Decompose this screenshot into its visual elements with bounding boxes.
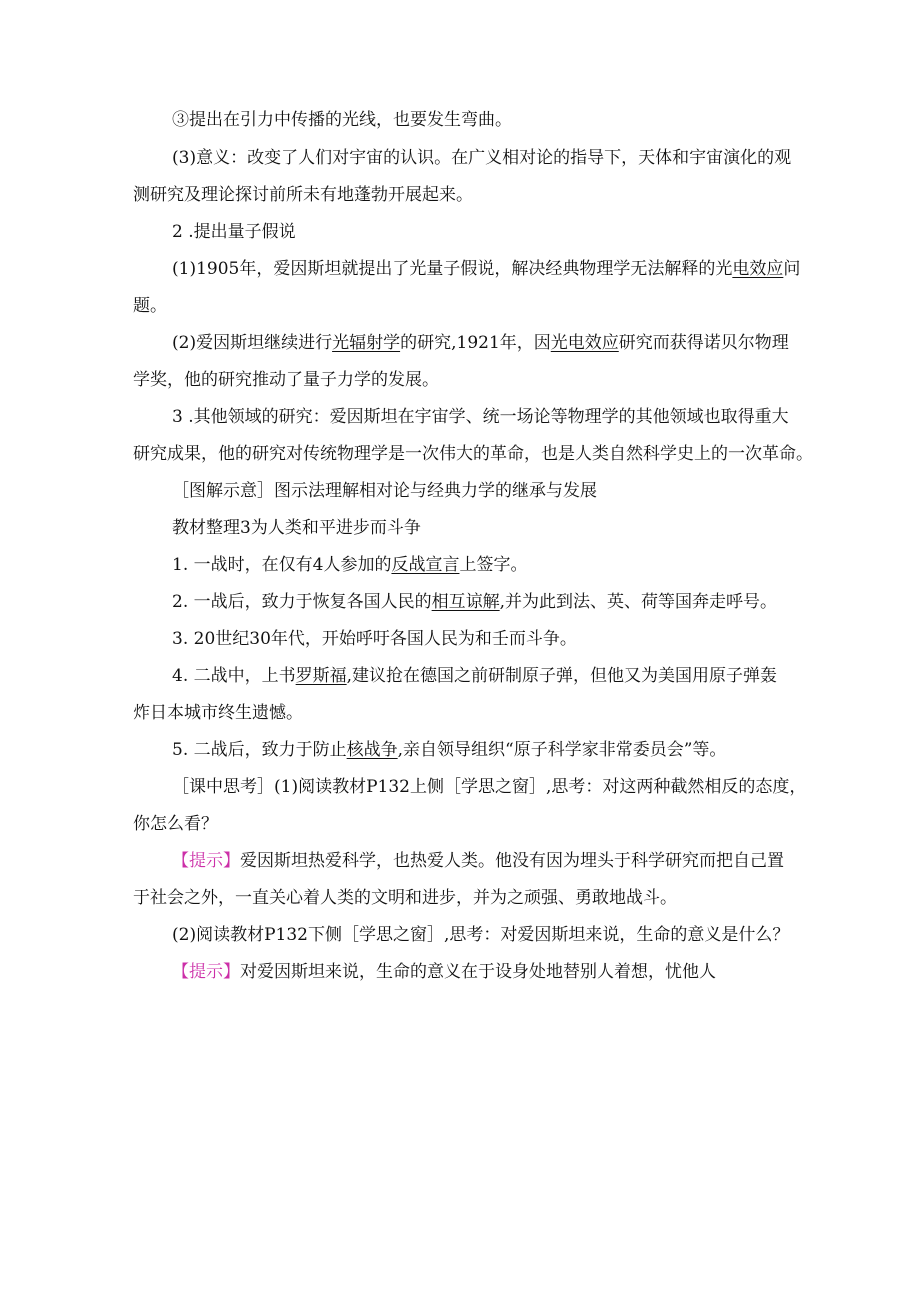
underlined-term: 核战争 <box>346 740 398 760</box>
text-segment: 的研究,1921年，因 <box>400 333 551 353</box>
text-segment: 2 .提出量子假说 <box>172 222 296 242</box>
list-item <box>172 627 577 651</box>
text-segment: 你怎么看？ <box>133 814 218 834</box>
text-segment: 问 <box>783 259 801 279</box>
text-segment: 题。 <box>133 296 167 316</box>
text-line <box>133 886 677 910</box>
text-line <box>172 331 789 355</box>
underlined-term: 光电效应 <box>550 333 619 353</box>
text-segment: ,建议抢在德国之前研制原子弹，但他又为美国用原子弹轰 <box>346 666 778 686</box>
section-heading <box>172 516 421 540</box>
text-line <box>172 257 800 281</box>
text-line <box>172 108 512 132</box>
text-line <box>133 442 813 466</box>
list-item <box>172 738 726 762</box>
text-segment: ［图解示意］图示法理解相对论与经典力学的继承与发展 <box>172 481 597 501</box>
text-segment: (3)意义：改变了人们对宇宙的认识。在广义相对论的指导下，天体和宇宙演化的观 <box>172 148 792 168</box>
text-segment: 4. 二战中，上书 <box>172 666 296 686</box>
text-segment: 2. 一战后，致力于恢复各国人民的 <box>172 592 432 612</box>
text-line <box>172 479 597 503</box>
text-line <box>172 405 789 429</box>
underlined-term: 相互谅解 <box>431 592 500 612</box>
text-segment: 5. 二战后，致力于防止 <box>172 740 347 760</box>
underlined-term: 罗斯福 <box>295 666 347 686</box>
text-segment: 3 .其他领域的研究：爱因斯坦在宇宙学、统一场论等物理学的其他领域也取得重大 <box>172 407 789 427</box>
list-item <box>172 590 777 614</box>
underlined-term: 光辐射学 <box>332 333 401 353</box>
underlined-term: 反战宣言 <box>391 555 460 575</box>
text-segment: 上签字。 <box>459 555 528 575</box>
section-heading <box>172 220 296 244</box>
text-segment: 测研究及理论探讨前所未有地蓬勃开展起来。 <box>133 185 473 205</box>
text-segment: ［课中思考］(1)阅读教材P132上侧［学思之窗］,思考：对这两种截然相反的态度， <box>172 777 807 797</box>
list-item <box>172 553 527 577</box>
text-line <box>133 294 167 318</box>
text-segment: 爱因斯坦热爱科学，也热爱人类。他没有因为埋头于科学研究而把自己置 <box>240 851 784 871</box>
text-segment: ③提出在引力中传播的光线，也要发生弯曲。 <box>172 110 512 130</box>
text-line <box>172 775 806 799</box>
hint-label: 【提示】 <box>172 962 240 982</box>
text-segment: 对爱因斯坦来说，生命的意义在于设身处地替别人着想，忧他人 <box>240 962 716 982</box>
text-segment: 炸日本城市终生遗憾。 <box>133 703 303 723</box>
text-segment: ,并为此到法、英、荷等国奔走呼号。 <box>499 592 778 612</box>
text-segment: 1. 一战时，在仅有4人参加的 <box>172 555 392 575</box>
text-line <box>133 368 439 392</box>
text-line <box>172 849 784 873</box>
text-line <box>133 701 303 725</box>
hint-label: 【提示】 <box>172 851 240 871</box>
text-segment: 3. 20世纪30年代，开始呼吁各国人民为和壬而斗争。 <box>172 629 577 649</box>
text-line <box>172 923 789 947</box>
underlined-term: 电效应 <box>732 259 784 279</box>
text-segment: 于社会之外，一直关心着人类的文明和进步，并为之顽强、勇敢地战斗。 <box>133 888 677 908</box>
text-segment: 研究成果，他的研究对传统物理学是一次伟大的革命，也是人类自然科学史上的一次革命。 <box>133 444 813 464</box>
text-segment: 教材整理3为人类和平进步而斗争 <box>172 518 421 538</box>
text-segment: 学奖，他的研究推动了量子力学的发展。 <box>133 370 439 390</box>
text-segment: (1)1905年，爱因斯坦就提出了光量子假说，解决经典物理学无法解释的光 <box>172 259 733 279</box>
text-line <box>172 960 716 984</box>
list-item <box>172 664 777 688</box>
text-line <box>133 812 218 836</box>
text-line <box>172 146 791 170</box>
text-line <box>133 183 473 207</box>
text-segment: ,亲自领导组织“原子科学家非常委员会”等。 <box>397 740 727 760</box>
text-segment: (2)阅读教材P132下侧［学思之窗］,思考：对爱因斯坦来说，生命的意义是什么？ <box>172 925 790 945</box>
text-segment: (2)爱因斯坦继续进行 <box>172 333 333 353</box>
text-segment: 研究而获得诺贝尔物理 <box>618 333 789 353</box>
